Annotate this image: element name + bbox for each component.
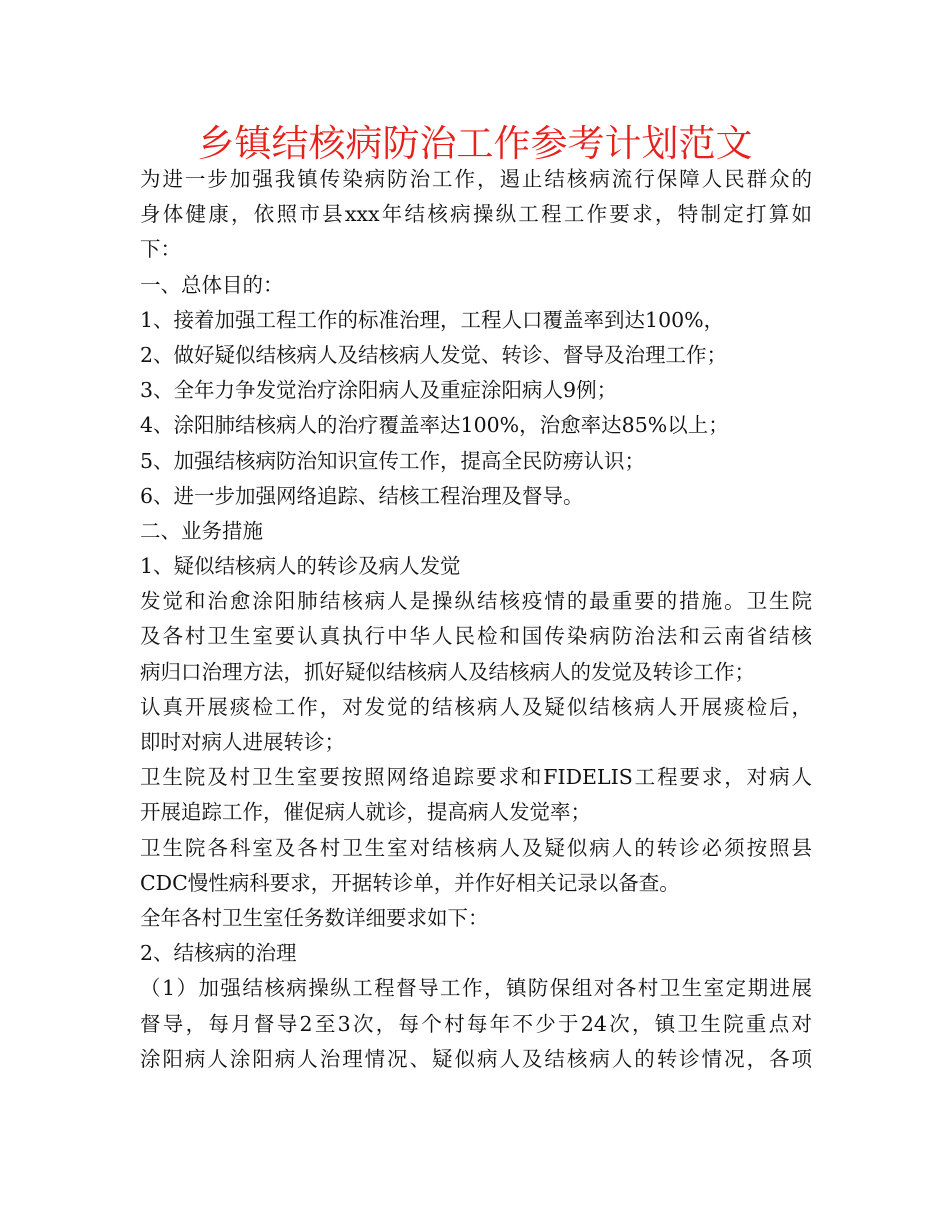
body-line: 卫生院各科室及各村卫生室对结核病人及疑似病人的转诊必须按照县: [140, 835, 812, 860]
body-line: （1）加强结核病操纵工程督导工作，镇防保组对各村卫生室定期进展: [140, 976, 812, 1001]
body-line: 2、结核病的治理: [140, 941, 297, 966]
body-line: 一、总体目的：: [140, 272, 284, 297]
body-line: 即时对病人进展转诊；: [140, 730, 345, 754]
body-line: 为进一步加强我镇传染病防治工作，遏止结核病流行保障人民群众的: [140, 167, 812, 191]
body-line: 4、涂阳肺结核病人的治疗覆盖率达100%，治愈率达85%以上；: [140, 413, 729, 438]
body-line: 卫生院及村卫生室要按照网络追踪要求和FIDELIS工程要求，对病人: [140, 765, 812, 790]
body-line: 1、接着加强工程工作的标准治理，工程人口覆盖率到达100%，: [140, 307, 725, 332]
body-line: 涂阳病人涂阳病人治理情况、疑似病人及结核病人的转诊情况，各项: [140, 1046, 812, 1071]
body-line: 二、业务措施: [140, 518, 263, 543]
body-line: 病归口治理方法，抓好疑似结核病人及结核病人的发觉及转诊工作；: [140, 659, 755, 684]
body-line: 身体健康，依照市县xxx年结核病操纵工程工作要求，特制定打算如: [140, 202, 812, 227]
body-line: 开展追踪工作，催促病人就诊，提高病人发觉率；: [140, 800, 591, 825]
body-line: 6、进一步加强网络追踪、结核工程治理及督导。: [140, 483, 584, 508]
document-body: [140, 162, 812, 1077]
body-line: 1、疑似结核病人的转诊及病人发觉: [140, 554, 461, 579]
document-title: 乡镇结核病防治工作参考计划范文: [197, 122, 753, 165]
body-line: 及各村卫生室要认真执行中华人民检和国传染病防治法和云南省结核: [140, 624, 812, 649]
body-line: 5、加强结核病防治知识宣传工作，提高全民防痨认识；: [140, 448, 646, 473]
body-line: 全年各村卫生室任务数详细要求如下：: [140, 905, 489, 930]
body-line: 2、做好疑似结核病人及结核病人发觉、转诊、督导及治理工作；: [140, 342, 728, 367]
body-line: CDC慢性病科要求，开据转诊单，并作好相关记录以备查。: [140, 870, 680, 895]
body-line: 3、全年力争发觉治疗涂阳病人及重症涂阳病人9例；: [140, 378, 618, 403]
body-line: 发觉和治愈涂阳肺结核病人是操纵结核疫情的最重要的措施。卫生院: [140, 589, 812, 614]
body-line: 下：: [140, 237, 181, 262]
body-line: 督导，每月督导2至3次，每个村每年不少于24次，镇卫生院重点对: [140, 1011, 812, 1036]
body-line: 认真开展痰检工作，对发觉的结核病人及疑似结核病人开展痰检后，: [140, 694, 812, 719]
